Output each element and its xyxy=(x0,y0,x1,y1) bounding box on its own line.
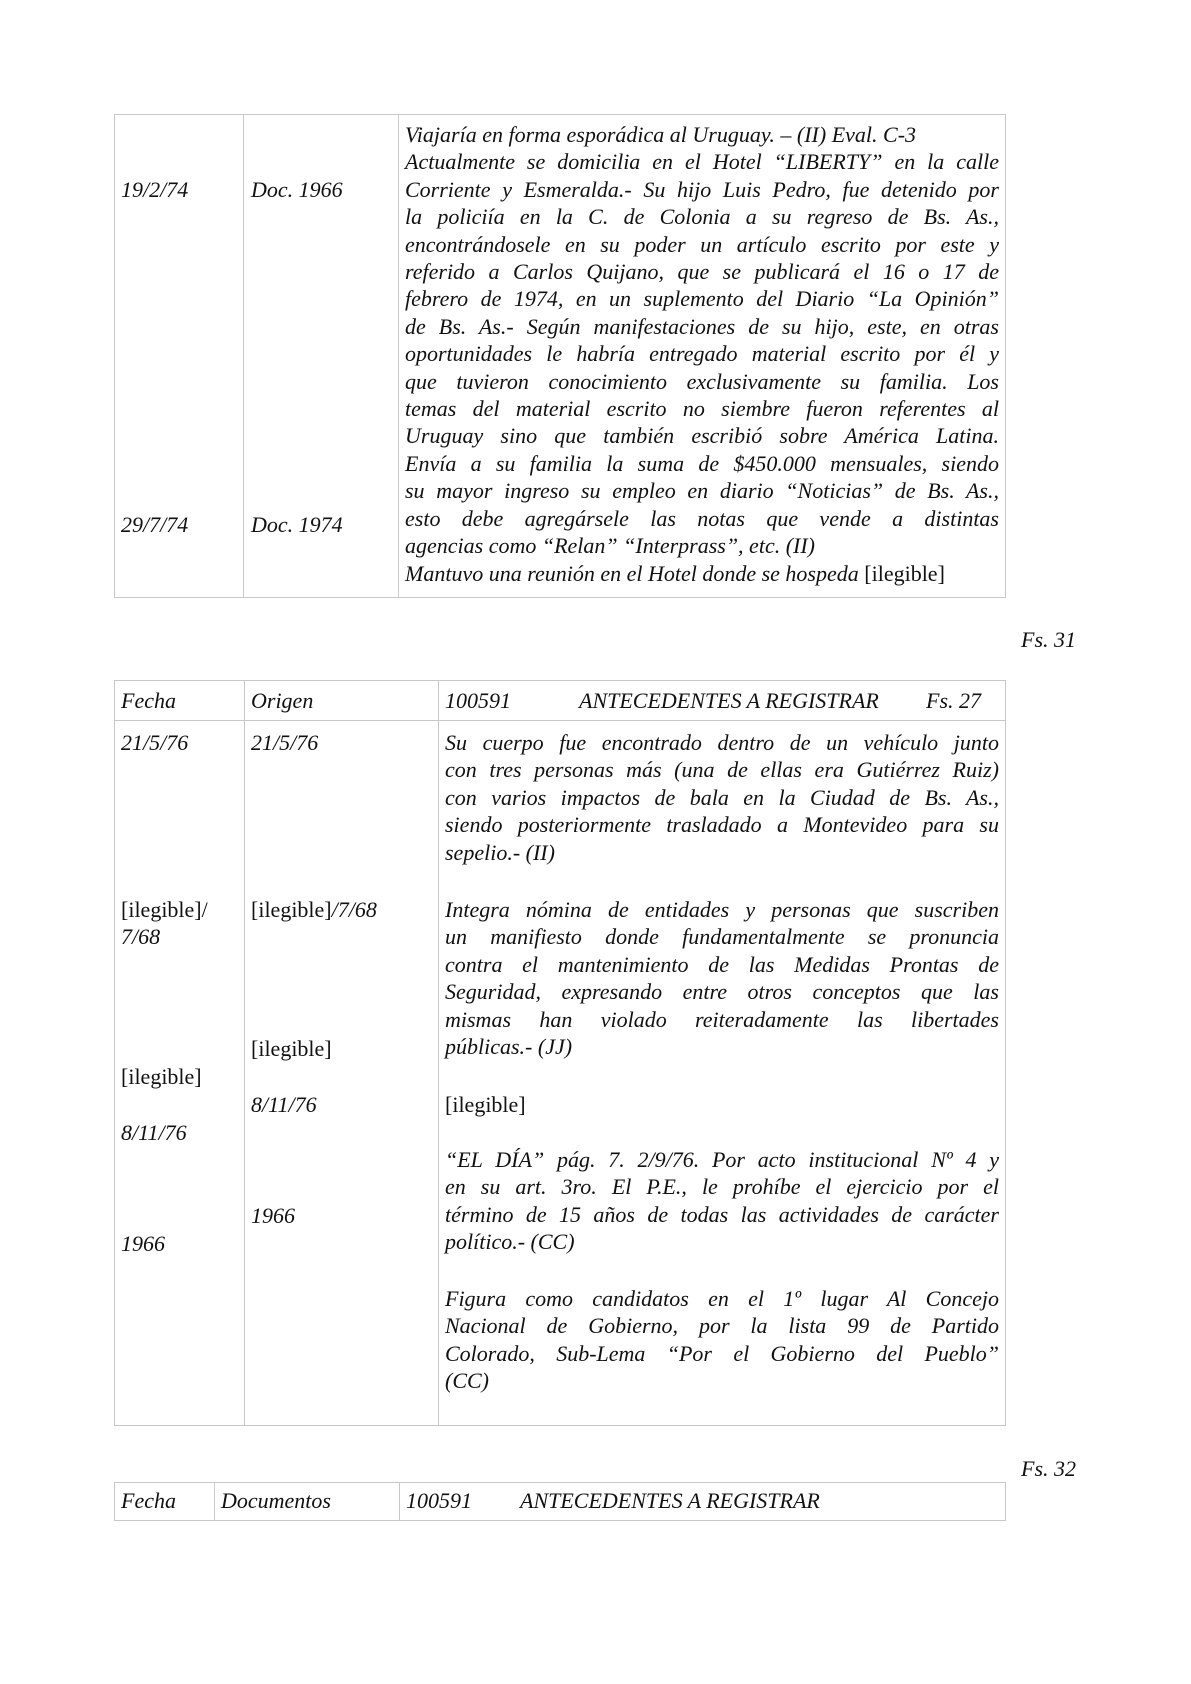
table-2-entry-1 xyxy=(445,729,999,866)
table-2-origen: 21/5/76 xyxy=(251,730,319,755)
text-line: la policiía en la C. de Colonia a su regreso de Bs. As., xyxy=(405,204,999,230)
table-2-origen: 1966 xyxy=(251,1203,295,1228)
folio-number: Fs. 31 xyxy=(1021,627,1076,652)
text-line: encontrándosele en su poder un artículo escrito por este y xyxy=(405,231,999,257)
text-line: Corriente y Esmeralda.- Su hijo Luis Pedro, fue detenido por xyxy=(405,176,999,202)
table-2-fecha: 7/68 xyxy=(121,924,161,949)
text-line: temas del material escrito no siembre fueron referentes al xyxy=(405,396,999,422)
table-2-fecha: 21/5/76 xyxy=(121,730,189,755)
text-line-last: Mantuvo una reunión en el Hotel donde se hospeda [ilegible] xyxy=(405,560,945,586)
text-line: término de 15 años de todas las actividades de carácter xyxy=(445,1201,999,1227)
text-line: Actualmente se domicilia en el Hotel “LIBERTY” en la calle xyxy=(405,149,999,175)
text-line: Nacional de Gobierno, por la lista 99 de Partido xyxy=(445,1313,999,1339)
text-line: sepelio.- (II) xyxy=(445,839,555,865)
table-2-origen: [ilegible] xyxy=(251,1036,332,1061)
text-line: Seguridad, expresando entre otros conceptos que las xyxy=(445,979,999,1005)
text-line: de Bs. As.- Según manifestaciones de su hijo, este, en otras xyxy=(405,313,999,339)
table-2-entry-4 xyxy=(445,1146,999,1256)
text-line: Integra nómina de entidades y personas que suscriben xyxy=(445,897,999,922)
text-line: Uruguay sino que también escribió sobre América Latina. xyxy=(405,423,999,449)
text-line: con tres personas más (una de ellas era Gutiérrez Ruiz) xyxy=(445,757,999,783)
table-2-fecha: 8/11/76 xyxy=(121,1120,187,1145)
text-line: Envía a su familia la suma de $450.000 mensuales, siendo xyxy=(405,450,999,476)
text-line: “EL DÍA” pág. 7. 2/9/76. Por acto institucional Nº 4 y xyxy=(445,1147,999,1172)
text-line: en su art. 3ro. El P.E., le prohíbe el ejercicio por el xyxy=(445,1174,999,1200)
table-2-origen: 8/11/76 xyxy=(251,1092,317,1117)
text-line: siendo posteriormente trasladado a Montevideo para su xyxy=(445,812,999,838)
table-2-header-number: 100591 xyxy=(445,688,511,713)
table-1-origen-1: Doc. 1966 xyxy=(251,177,343,202)
table-3-header-fecha: Fecha xyxy=(121,1488,176,1513)
folio-number: Fs. 32 xyxy=(1021,1456,1076,1481)
table-2-entry-5 xyxy=(445,1285,999,1395)
text-line: febrero de 1974, en un suplemento del Diario “La Opinión” xyxy=(405,286,999,312)
table-2-origen: [ilegible]/7/68 xyxy=(251,897,377,922)
table-2-header-fecha: Fecha xyxy=(121,688,176,713)
table-2-header-folio: Fs. 27 xyxy=(926,688,981,713)
text-line: mismas han violado reiteradamente las libertades xyxy=(445,1006,999,1032)
table-2-entry-3: [ilegible] xyxy=(445,1092,526,1117)
table-2-header-origen: Origen xyxy=(251,688,314,713)
table-3-header-number: 100591 xyxy=(406,1488,472,1513)
table-2-entry-2 xyxy=(445,896,999,1060)
text-line: esto debe agregársele las notas que vende a distintas xyxy=(405,505,999,531)
table-1-text xyxy=(405,121,999,587)
text-line: su mayor ingreso su empleo en diario “Noticias” de Bs. As., xyxy=(405,478,999,504)
text-line: contra el mantenimiento de las Medidas Prontas de xyxy=(445,951,999,977)
table-2-fecha: [ilegible] xyxy=(121,1064,202,1089)
text-line: (CC) xyxy=(445,1368,489,1394)
table-1-origen-2: Doc. 1974 xyxy=(251,512,343,537)
table-1-fecha-1: 19/2/74 xyxy=(121,177,189,202)
table-3-header-documentos: Documentos xyxy=(221,1488,331,1513)
table-2-fecha: 1966 xyxy=(121,1231,165,1256)
text-line: Figura como candidatos en el 1º lugar Al Concejo xyxy=(445,1286,999,1311)
text-line: que tuvieron conocimiento exclusivamente su familia. Los xyxy=(405,368,999,394)
text-line: político.- (CC) xyxy=(445,1229,575,1255)
table-2-fecha: [ilegible]/ xyxy=(121,897,208,922)
text-line: un manifiesto donde fundamentalmente se pronuncia xyxy=(445,924,999,950)
table-3-header-title: ANTECEDENTES A REGISTRAR xyxy=(520,1488,820,1513)
text-line: Colorado, Sub-Lema “Por el Gobierno del Pueblo” xyxy=(445,1340,999,1366)
table-1-fecha-2: 29/7/74 xyxy=(121,512,189,537)
table-2-header-title: ANTECEDENTES A REGISTRAR xyxy=(579,688,879,713)
text-line: públicas.- (JJ) xyxy=(445,1034,573,1060)
text-line: agencias como “Relan” “Interprass”, etc. (II) xyxy=(405,533,816,559)
text-line: referido a Carlos Quijano, que se publicará el 16 o 17 de xyxy=(405,259,999,285)
text-line: oportunidades le habría entregado material escrito por él y xyxy=(405,341,999,367)
text-line: Su cuerpo fue encontrado dentro de un vehículo junto xyxy=(445,730,999,755)
text-line: Viajaría en forma esporádica al Uruguay. – (II) Eval. C-3 xyxy=(405,122,917,147)
text-line: con varios impactos de bala en la Ciudad de Bs. As., xyxy=(445,784,999,810)
